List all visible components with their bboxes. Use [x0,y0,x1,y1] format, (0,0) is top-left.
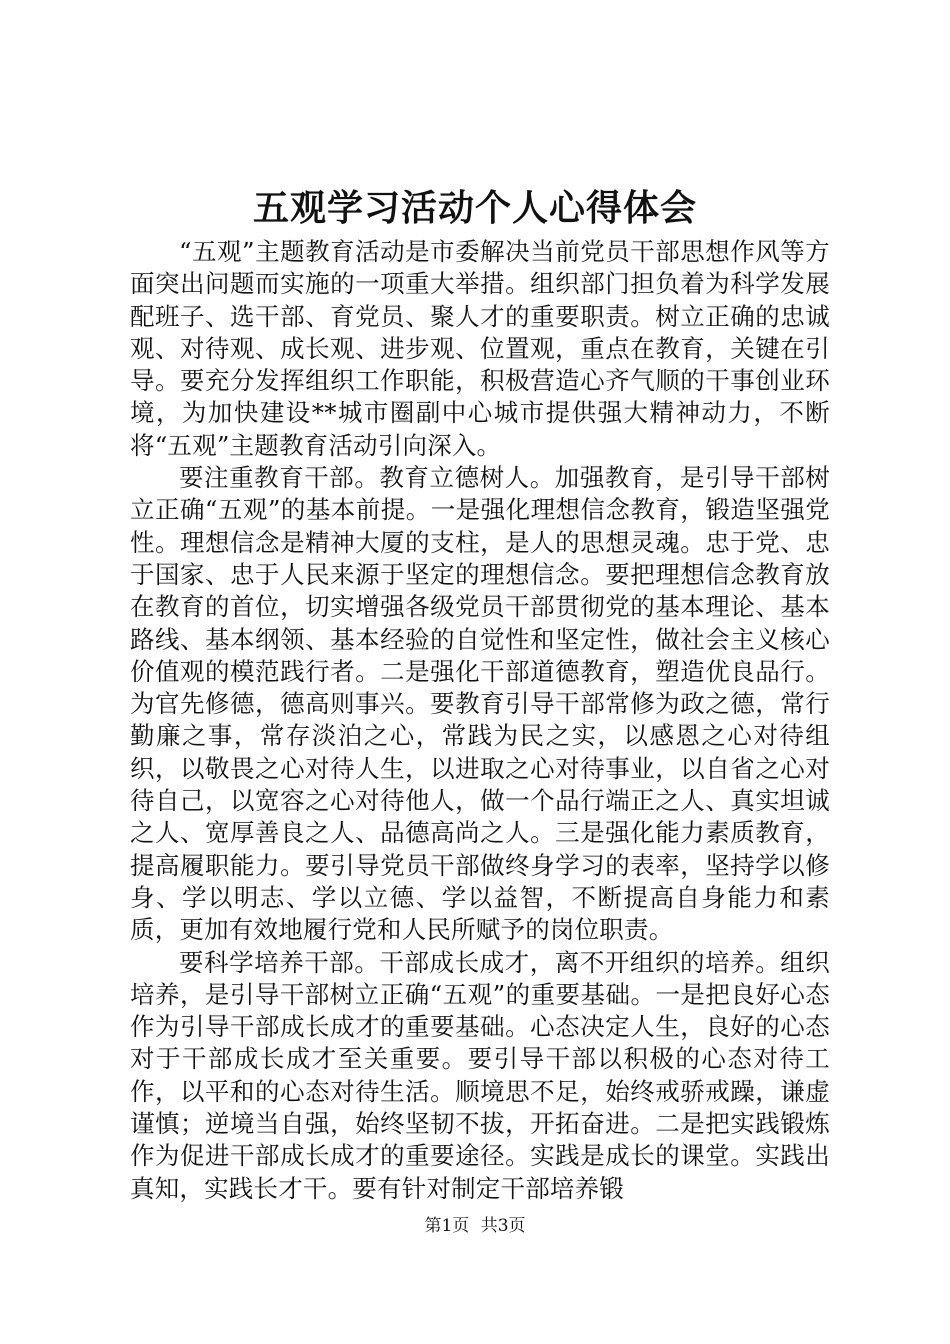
document-title: 五观学习活动个人心得体会 [252,187,697,229]
paragraph-training: 要科学培养干部。干部成长成才，离不开组织的培养。组织培养，是引导干部树立正确“五观”的重要基础。一是把良好心态作为引导干部成长成才的重要基础。心态决定人生，良好的心态对于干部成长成才至关重要。要引导干部以积极的心态对待工作，以平和的心态对待生活。顺境思不足，始终戒骄戒躁，谦虚谨慎；逆境当自强，始终坚韧不拔，开拓奋进。二是把实践锻炼作为促进干部成长成才的重要途径。实践是成长的课堂。实践出真知，实践长才干。要有针对制定干部培养锻 [130,947,830,1203]
paragraph-education: 要注重教育干部。教育立德树人。加强教育，是引导干部树立正确“五观”的基本前提。一是强化理想信念教育，锻造坚强党性。理想信念是精神大厦的支柱，是人的思想灵魂。忠于党、忠于国家、忠于人民来源于坚定的理想信念。要把理想信念教育放在教育的首位，切实增强各级党员干部贯彻党的基本理论、基本路线、基本纲领、基本经验的自觉性和坚定性，做社会主义核心价值观的模范践行者。二是强化干部道德教育，塑造优良品行。为官先修德，德高则事兴。要教育引导干部常修为政之德，常行勤廉之事，常存淡泊之心，常践为民之实，以感恩之心对待组织，以敬畏之心对待人生，以进取之心对待事业，以自省之心对待自己，以宽容之心对待他人，做一个品行端正之人、真实坦诚之人、宽厚善良之人、品德高尚之人。三是强化能力素质教育，提高履职能力。要引导党员干部做终身学习的表率，坚持学以修身、学以明志、学以立德、学以益智，不断提高自身能力和素质，更加有效地履行党和人民所赋予的岗位职责。 [130,463,830,945]
paragraph-intro: “五观”主题教育活动是市委解决当前党员干部思想作风等方面突出问题而实施的一项重大举措。组织部门担负着为科学发展配班子、选干部、育党员、聚人才的重要职责。树立正确的忠诚观、对待观、成长观、进步观、位置观，重点在教育，关键在引导。要充分发挥组织工作职能，积极营造心齐气顺的干事创业环境，为加快建设**城市圈副中心城市提供强大精神动力，不断将“五观”主题教育活动引向深入。 [130,237,830,460]
page-total: 共3页 [480,1216,526,1236]
page-footer [0,1214,950,1238]
page-number: 第1页 [424,1216,470,1236]
document-body [130,236,830,1205]
